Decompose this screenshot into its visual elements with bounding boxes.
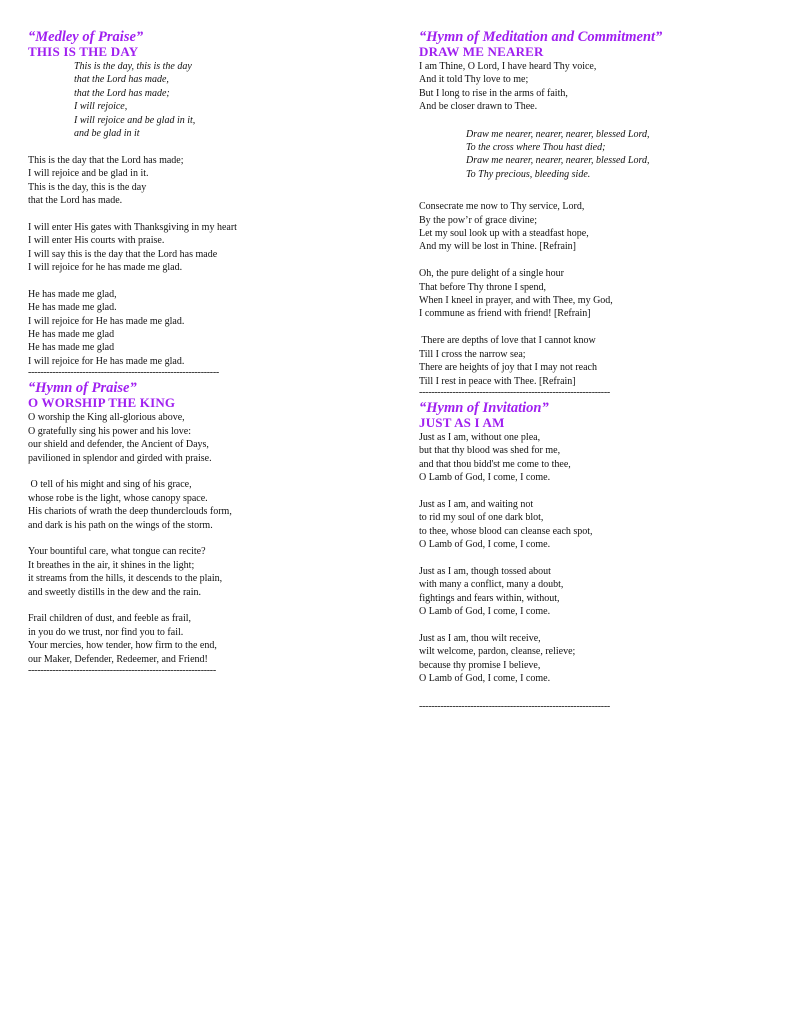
lyric-line: He has made me glad	[28, 329, 115, 341]
lyric-line: pavilioned in splendor and girded with praise.	[28, 452, 212, 464]
stanza	[419, 334, 779, 388]
hymn-just-as-i-am	[419, 401, 779, 712]
lyric-line: I am Thine, O Lord, I have heard Thy voice,	[419, 61, 597, 72]
lyric-line: to rid my soul of one dark blot,	[419, 512, 544, 524]
refrain-line: I will rejoice,	[74, 101, 128, 113]
stanza	[419, 200, 779, 254]
lyric-line: I will say this is the day that the Lord has made	[28, 248, 218, 260]
left-column	[28, 30, 388, 676]
lyric-line: and that thou bidd'st me come to thee,	[419, 458, 571, 470]
lyric-line: Frail children of dust, and feeble as frail,	[28, 613, 191, 625]
lyric-line: with many a conflict, many a doubt,	[419, 579, 564, 591]
lyric-line: I commune as friend with friend! [Refrain]	[419, 308, 591, 320]
lyric-line: O gratefully sing his power and his love:	[28, 425, 192, 437]
lyric-line: This is the day that the Lord has made;	[28, 154, 184, 166]
lyric-line: whose robe is the light, whose canopy space.	[28, 492, 208, 504]
section-divider: --------------------------------------------------------------	[28, 664, 216, 676]
section-divider: ---------------------------------------------------------------	[28, 367, 219, 379]
stanza	[28, 612, 388, 666]
lyric-line: There are depths of love that I cannot know	[419, 335, 596, 347]
lyric-line: O Lamb of God, I come, I come.	[419, 606, 551, 618]
lyric-line: I will rejoice for He has made me glad.	[28, 355, 185, 367]
hymn-this-is-the-day	[28, 30, 388, 378]
hymn-title: DRAW ME NEARER	[419, 44, 544, 59]
refrain-line: that the Lord has made;	[74, 87, 170, 99]
section-divider: ---------------------------------------------------------------	[419, 700, 610, 712]
refrain-line: This is the day, this is the day	[74, 61, 192, 72]
lyric-line: I will rejoice and be glad in it.	[28, 168, 149, 180]
section-label: “Hymn of Praise”	[28, 380, 137, 397]
stanza	[28, 154, 388, 208]
lyric-line: because thy promise I believe,	[419, 659, 541, 671]
stanza	[419, 632, 779, 686]
lyric-line: Just as I am, and waiting not	[419, 498, 534, 510]
refrain-line: To the cross where Thou hast died;	[466, 142, 606, 154]
lyric-line: He has made me glad	[28, 342, 115, 354]
right-column	[419, 30, 779, 712]
lyric-line: That before Thy throne I spend,	[419, 281, 546, 293]
lyric-line: Just as I am, thou wilt receive,	[419, 632, 541, 644]
lyric-line: in you do we trust, nor find you to fail.	[28, 626, 184, 638]
stanza	[28, 478, 388, 532]
stanza	[419, 565, 779, 619]
hymn-title: JUST AS I AM	[419, 414, 505, 430]
section-label: “Hymn of Invitation”	[419, 399, 549, 416]
lyric-line: and dark is his path on the wings of the storm.	[28, 519, 213, 531]
lyric-line: that the Lord has made.	[28, 195, 123, 207]
lyric-line: His chariots of wrath the deep thunderclouds form,	[28, 506, 232, 518]
stanza	[419, 267, 779, 321]
lyric-line: our Maker, Defender, Redeemer, and Friend!	[28, 653, 208, 665]
lyric-line: When I kneel in prayer, and with Thee, my God,	[419, 295, 613, 307]
lyric-line: O Lamb of God, I come, I come.	[419, 472, 551, 484]
lyric-line: Consecrate me now to Thy service, Lord,	[419, 201, 585, 213]
lyric-line: And it told Thy love to me;	[419, 74, 529, 86]
section-label: “Hymn of Meditation and Commitment”	[419, 29, 663, 45]
hymn-o-worship-the-king	[28, 381, 388, 676]
lyric-line: I will enter His courts with praise.	[28, 235, 165, 247]
refrain-line: and be glad in it	[74, 128, 140, 140]
lyric-line: O tell of his might and sing of his grace,	[28, 479, 192, 491]
refrain	[74, 60, 388, 140]
lyric-line: By the pow’r of grace divine;	[419, 214, 538, 226]
stanza	[28, 411, 388, 465]
lyric-line: O worship the King all-glorious above,	[28, 412, 185, 424]
stanza	[419, 431, 779, 485]
lyric-line: And my will be lost in Thine. [Refrain]	[419, 241, 577, 253]
lyric-line: But I long to rise in the arms of faith,	[419, 87, 568, 99]
stanza	[28, 288, 388, 368]
lyric-line: Till I rest in peace with Thee. [Refrain]	[419, 375, 576, 387]
lyric-line: but that thy blood was shed for me,	[419, 445, 561, 457]
stanza	[419, 60, 779, 114]
lyric-line: O Lamb of God, I come, I come.	[419, 673, 551, 685]
stanza	[28, 221, 388, 275]
lyric-line: Oh, the pure delight of a single hour	[419, 268, 564, 280]
hymn-title: THIS IS THE DAY	[28, 44, 139, 59]
lyric-line: wilt welcome, pardon, cleanse, relieve;	[419, 646, 576, 658]
refrain-line: that the Lord has made,	[74, 74, 169, 86]
lyric-line: I will rejoice for he has made me glad.	[28, 262, 183, 274]
refrain	[466, 128, 779, 182]
lyric-line: it streams from the hills, it descends to the plain,	[28, 573, 223, 585]
section-label: “Medley of Praise”	[28, 29, 144, 45]
lyric-line: Let my soul look up with a steadfast hope,	[419, 228, 589, 240]
lyric-line: I will rejoice for He has made me glad.	[28, 315, 185, 327]
hymn-title: O WORSHIP THE KING	[28, 395, 176, 411]
refrain-line: Draw me nearer, nearer, nearer, blessed Lord,	[466, 155, 650, 167]
lyric-line: fightings and fears within, without,	[419, 592, 560, 604]
lyric-line: Just as I am, though tossed about	[419, 565, 551, 577]
section-divider: ---------------------------------------------------------------	[419, 386, 610, 398]
lyric-line: O Lamb of God, I come, I come.	[419, 539, 551, 551]
refrain-line: I will rejoice and be glad in it,	[74, 114, 196, 126]
refrain-line: Draw me nearer, nearer, nearer, blessed Lord,	[466, 128, 650, 140]
lyric-line: our shield and defender, the Ancient of Days,	[28, 439, 209, 451]
stanza	[28, 545, 388, 599]
lyric-line: This is the day, this is the day	[28, 181, 147, 193]
lyric-line: and sweetly distills in the dew and the rain.	[28, 586, 202, 598]
lyric-line: Your bountiful care, what tongue can recite?	[28, 546, 206, 558]
lyric-line: It breathes in the air, it shines in the light;	[28, 559, 195, 571]
lyric-line: He has made me glad,	[28, 288, 117, 300]
lyric-line: There are heights of joy that I may not reach	[419, 362, 597, 374]
refrain-line: To Thy precious, bleeding side.	[466, 168, 591, 180]
lyric-line: He has made me glad.	[28, 302, 117, 314]
stanza	[419, 498, 779, 552]
lyric-line: And be closer drawn to Thee.	[419, 101, 538, 113]
lyric-line: Till I cross the narrow sea;	[419, 348, 526, 360]
lyric-line: I will enter His gates with Thanksgiving in my heart	[28, 221, 237, 233]
lyric-line: Your mercies, how tender, how firm to the end,	[28, 640, 217, 652]
lyric-line: to thee, whose blood can cleanse each spot,	[419, 525, 593, 537]
lyric-line: Just as I am, without one plea,	[419, 431, 541, 443]
hymn-draw-me-nearer	[419, 30, 779, 398]
